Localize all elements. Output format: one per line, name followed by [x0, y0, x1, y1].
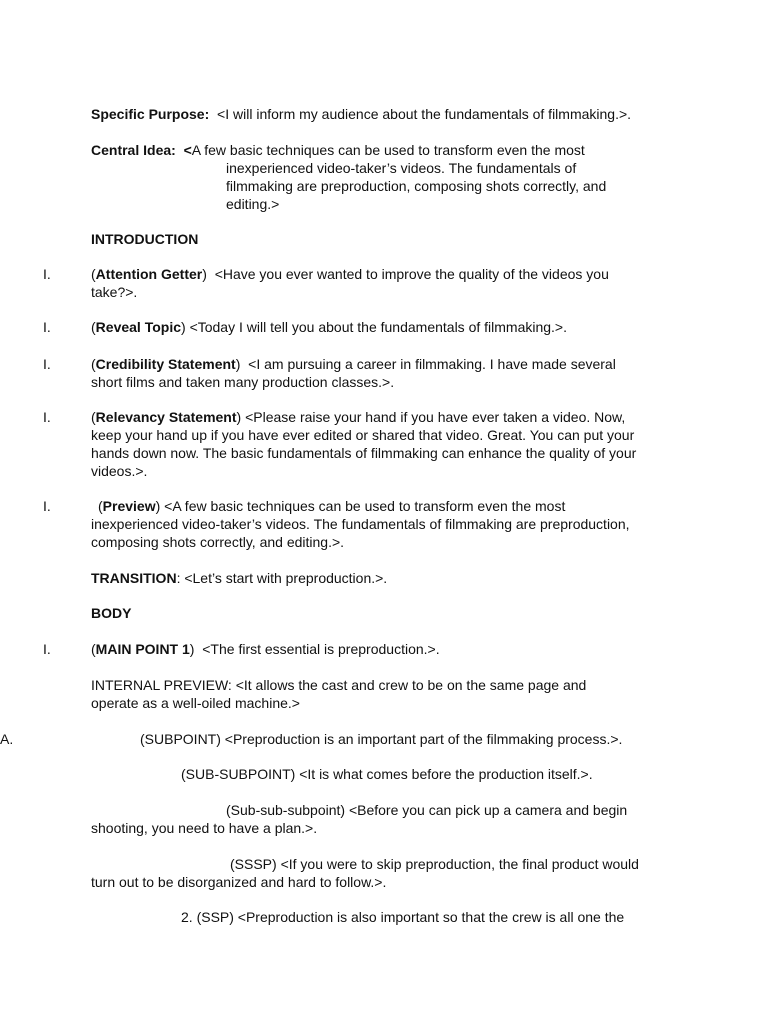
- preview-label: Preview: [102, 498, 156, 514]
- relevancy-statement: (Relevancy Statement) <Please raise your hand if you have ever taken a video. Now,: [91, 409, 626, 425]
- attention-getter-line: take?>.: [91, 284, 138, 300]
- relevancy-statement-label: Relevancy Statement: [95, 409, 237, 425]
- internal-preview-line: operate as a well-oiled machine.>: [91, 695, 300, 711]
- attention-getter-line: <Have you ever wanted to improve the quality of the videos you: [214, 266, 609, 282]
- attention-getter-label: Attention Getter: [95, 266, 203, 282]
- sssp-line: turn out to be disorganized and hard to follow.>.: [91, 874, 387, 890]
- introduction-heading: INTRODUCTION: [91, 231, 199, 247]
- roman-numeral: I.: [43, 356, 51, 372]
- credibility-statement-label: Credibility Statement: [95, 356, 236, 372]
- central-idea-line: A few basic techniques can be used to transform even the most: [191, 142, 585, 158]
- roman-numeral: I.: [43, 266, 51, 282]
- credibility-line: short films and taken many production classes.>.: [91, 374, 395, 390]
- sub-subpoint-text: (SUB-SUBPOINT) <It is what comes before the production itself.>.: [181, 766, 593, 782]
- relevancy-line: hands down now. The basic fundamentals of filmmaking can enhance the quality of your: [91, 445, 637, 461]
- specific-purpose-label: Specific Purpose:: [91, 106, 210, 122]
- specific-purpose-text: <I will inform my audience about the fundamentals of filmmaking.>.: [217, 106, 632, 122]
- sub-sub-subpoint-line: (Sub-sub-subpoint) <Before you can pick up a camera and begin: [226, 802, 628, 818]
- central-idea-lead: <: [183, 142, 192, 158]
- subpoint-letter: A.: [0, 731, 14, 747]
- relevancy-line: keep your hand up if you have ever edited or shared that video. Great. You can put your: [91, 427, 635, 443]
- sub-sub-subpoint-line: shooting, you need to have a plan.>.: [91, 820, 318, 836]
- internal-preview-line: INTERNAL PREVIEW: <It allows the cast and crew to be on the same page and: [91, 677, 587, 693]
- central-idea-label: Central Idea:: [91, 142, 176, 158]
- reveal-topic-text: <Today I will tell you about the fundamentals of filmmaking.>.: [189, 319, 567, 335]
- roman-numeral: I.: [43, 409, 51, 425]
- ssp-2-text: 2. (SSP) <Preproduction is also important so that the crew is all one the: [181, 909, 625, 925]
- relevancy-line: videos.>.: [91, 463, 148, 479]
- main-point-text: <The first essential is preproduction.>.: [202, 641, 440, 657]
- roman-numeral: I.: [43, 319, 51, 335]
- specific-purpose: [91, 105, 631, 123]
- credibility-statement: (Credibility Statement) <I am pursuing a career in filmmaking. I have made several: [91, 356, 616, 372]
- transition-text: : <Let’s start with preproduction.>.: [176, 570, 388, 586]
- main-point-1: (MAIN POINT 1) <The first essential is preproduction.>.: [91, 641, 440, 657]
- preview-line: <A few basic techniques can be used to transform even the most: [164, 498, 566, 514]
- relevancy-line: <Please raise your hand if you have ever taken a video. Now,: [245, 409, 626, 425]
- central-idea: [91, 141, 585, 159]
- attention-getter: (Attention Getter) <Have you ever wanted to improve the quality of the videos you: [91, 266, 609, 282]
- body-heading: BODY: [91, 605, 132, 621]
- preview-line: inexperienced video-taker’s videos. The fundamentals of filmmaking are preproduction,: [91, 516, 630, 532]
- main-point-label: MAIN POINT 1: [95, 641, 190, 657]
- central-idea-line: inexperienced video-taker’s videos. The fundamentals of: [226, 160, 577, 176]
- preview: (Preview) <A few basic techniques can be used to transform even the most: [98, 498, 566, 514]
- transition: [91, 569, 387, 587]
- preview-line: composing shots correctly, and editing.>.: [91, 534, 345, 550]
- subpoint-text: (SUBPOINT) <Preproduction is an important part of the filmmaking process.>.: [140, 731, 623, 747]
- central-idea-line: filmmaking are preproduction, composing shots correctly, and: [226, 178, 607, 194]
- central-idea-line: editing.>: [226, 196, 280, 212]
- reveal-topic-label: Reveal Topic: [95, 319, 181, 335]
- roman-numeral: I.: [43, 641, 51, 657]
- roman-numeral: I.: [43, 498, 51, 514]
- reveal-topic: (Reveal Topic) <Today I will tell you about the fundamentals of filmmaking.>.: [91, 319, 567, 335]
- sssp-line: (SSSP) <If you were to skip preproduction, the final product would: [230, 856, 639, 872]
- credibility-line: <I am pursuing a career in filmmaking. I have made several: [248, 356, 616, 372]
- transition-label: TRANSITION: [91, 570, 177, 586]
